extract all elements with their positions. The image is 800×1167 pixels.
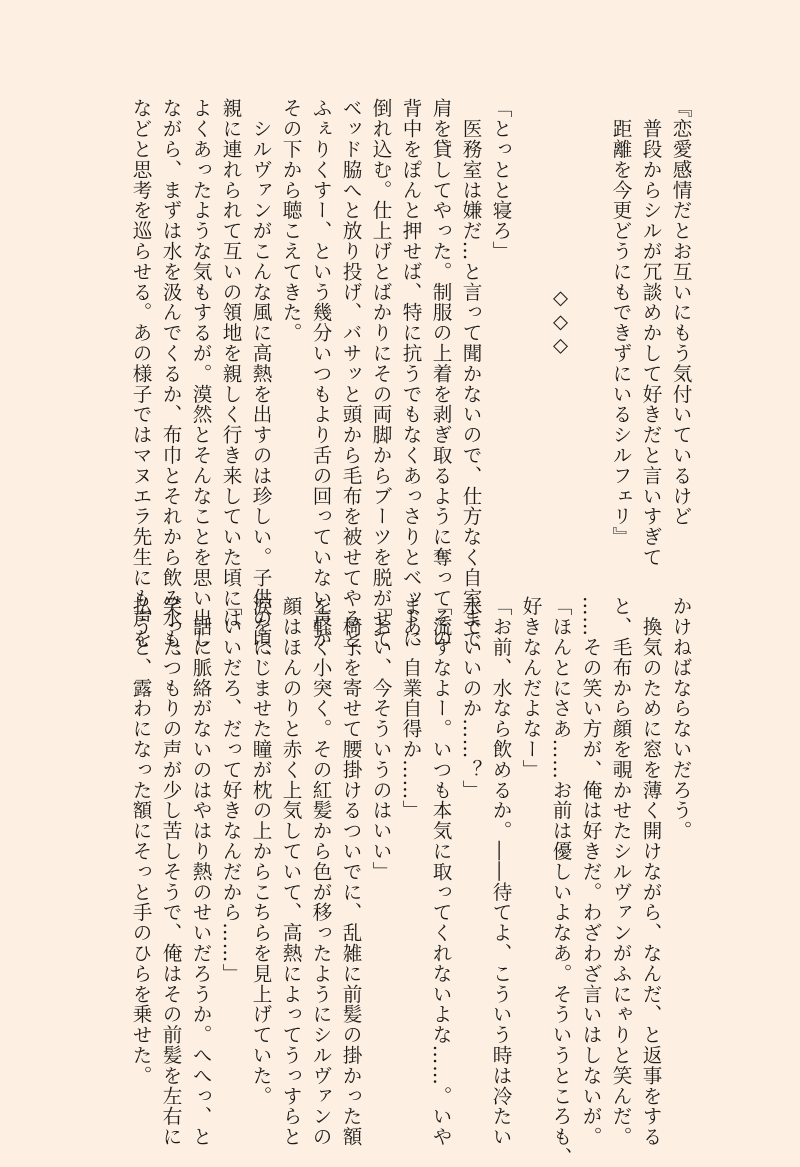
body-line: 話に脈絡がないのはやはり熱のせいだろうか。へへっ、と: [189, 596, 212, 1147]
body-line: 「おい、今そういうのはいい」: [369, 596, 392, 882]
body-line: と、毛布から顔を覗かせたシルヴァンがふにゃりと笑んだ。: [609, 596, 632, 1147]
body-line: 「いいだろ、だって好きなんだから……」: [219, 596, 242, 984]
body-line: を軽く小突く。その紅髪から色が移ったようにシルヴァンの: [309, 596, 332, 1147]
body-line: 「とっとと寝ろ」: [489, 98, 512, 262]
body-line: よくあったような気もするが。漠然とそんなことを思い出し: [189, 98, 212, 649]
body-line: ……その笑い方が、俺は好きだ。わざわざ言いはしないが。: [579, 596, 602, 1147]
scene-separator: ◇◇◇: [549, 286, 572, 358]
body-line: シルヴァンがこんな風に高熱を出すのは珍しい。子供の頃、: [249, 98, 272, 670]
epigraph-line: 普段からシルが冗談めかして好きだと言いすぎて: [639, 98, 662, 568]
body-line: 顔はほんのりと赤く上気していて、高熱によってうっすらと: [279, 596, 302, 1147]
body-line: まあ、自業自得か……」: [399, 596, 422, 821]
epigraph-line: 距離を今更どうにもできずにいるシルフェリ』: [609, 98, 632, 547]
body-line: かけねばならないだろう。: [669, 596, 692, 841]
body-line: 払うと、露わになった額にそっと手のひらを乗せた。: [129, 596, 152, 1086]
body-line: ふぇりくすー、という幾分いつもより舌の回っていない声が: [309, 98, 332, 649]
body-line: 倒れ込む。仕上げとばかりにその両脚からブーツを脱がせて: [369, 98, 392, 649]
body-line: などと思考を巡らせる。あの様子ではマヌエラ先生にも声を: [129, 98, 152, 649]
body-line: 換気のために窓を薄く開けながら、なんだ、と返事をする: [639, 596, 662, 1147]
body-line: 笑ったつもりの声が少し苦しそうで、俺はその前髪を左右に: [159, 596, 182, 1147]
body-line: 「お前、水なら飲めるか。――待てよ、こういう時は冷たい: [489, 596, 512, 1147]
body-line: 椅子を寄せて腰掛けるついでに、乱雑に前髪の掛かった額: [339, 596, 362, 1147]
body-line: 「ほんとにさあ……お前は優しいよなあ。そういうところも、: [549, 596, 572, 1167]
epigraph-line: 『恋愛感情だとお互いにもう気付いているけど: [669, 98, 692, 527]
body-line: 医務室は嫌だ…と言って聞かないので、仕方なく自室まで: [459, 98, 482, 649]
body-line: 親に連れられて互いの領地を親しく行き来していた頃には: [219, 98, 242, 629]
body-line: 「流すなよー。いつも本気に取ってくれないよな……。いや: [429, 596, 452, 1147]
body-line: 好きなんだよなー」: [519, 596, 542, 780]
body-line: 肩を貸してやった。制服の上着を剥ぎ取るように奪ってその: [429, 98, 452, 649]
body-line: ベッド脇へと放り投げ、バサッと頭から毛布を被せてやると、: [339, 98, 362, 670]
body-line: 涙をにじませた瞳が枕の上からこちらを見上げていた。: [249, 596, 272, 1106]
body-line: 背中をぽんと押せば、特に抗うでもなくあっさりとベッドに: [399, 98, 422, 649]
body-line: その下から聴こえてきた。: [279, 98, 302, 343]
body-line: 水でいいのか……？」: [459, 596, 482, 800]
body-line: ながら、まずは水を汲んでくるか、布巾とそれから飲み水も、: [159, 98, 182, 670]
